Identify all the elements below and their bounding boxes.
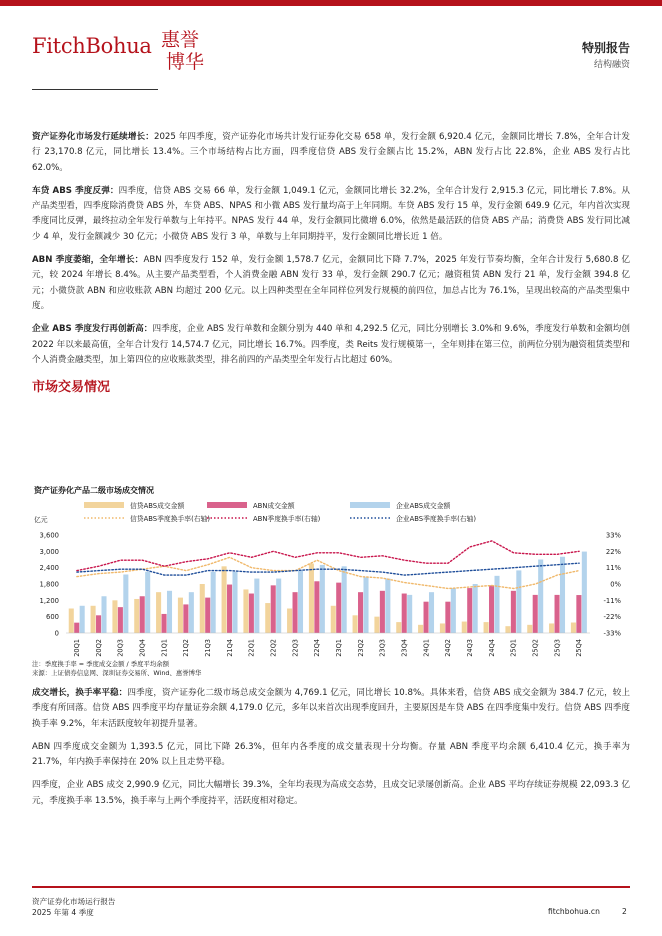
bar bbox=[123, 574, 128, 633]
bar bbox=[134, 599, 139, 633]
bar bbox=[353, 615, 358, 633]
x-tick-label: 22Q1 bbox=[247, 639, 256, 657]
bar bbox=[243, 589, 248, 633]
chart-notes bbox=[32, 660, 201, 678]
svg-text:博华: 博华 bbox=[166, 51, 205, 72]
footer-report-name: 资产证券化市场运行报告 bbox=[32, 897, 116, 906]
paragraph: 成交增长，换手率平稳：四季度，资产证券化二级市场总成交金额为 4,769.1 亿元，同比增长 10.8%。具体来看，信贷 ABS 成交金额为 384.7 亿元，较上季度有所回落。信贷 ABS 四季度平均存量证券余额 4,179.0 亿元，多年以来首次出现季度回升，主要原因是车贷 ABS 在四季度集中发行。信贷 ABS 四季度换手率 9.2%，年末活跃度较年初提升显著。 bbox=[32, 688, 630, 729]
bar bbox=[320, 565, 325, 633]
bar bbox=[445, 602, 450, 633]
bar bbox=[473, 584, 478, 633]
bar bbox=[396, 622, 401, 633]
bar bbox=[484, 622, 489, 633]
bar bbox=[407, 595, 412, 633]
bar bbox=[380, 591, 385, 633]
bar bbox=[451, 588, 456, 633]
bar bbox=[189, 592, 194, 633]
bar bbox=[69, 609, 74, 634]
top-accent-bar bbox=[0, 0, 662, 6]
y-tick-label: 0 bbox=[54, 629, 59, 638]
bar bbox=[555, 595, 560, 633]
chart-container bbox=[32, 482, 630, 660]
bar bbox=[271, 585, 276, 633]
bar bbox=[314, 581, 319, 633]
bar bbox=[74, 623, 79, 633]
report-type: 特别报告 bbox=[581, 41, 630, 55]
bar bbox=[162, 614, 167, 633]
bar bbox=[96, 615, 101, 633]
y2-tick-label: -11% bbox=[603, 596, 621, 605]
footer-website-link[interactable]: fitchbohua.cn bbox=[548, 907, 600, 916]
bar bbox=[424, 602, 429, 633]
bar bbox=[363, 577, 368, 633]
bar bbox=[183, 604, 188, 633]
y2-tick-label: -22% bbox=[603, 613, 621, 622]
x-tick-label: 25Q2 bbox=[531, 639, 540, 657]
x-tick-label: 21Q2 bbox=[182, 639, 191, 657]
bar bbox=[511, 591, 516, 633]
y2-tick-label: 0% bbox=[610, 580, 621, 589]
logo-divider bbox=[32, 89, 158, 90]
paragraph: 四季度，企业 ABS 成交 2,990.9 亿元，同比大幅增长 39.3%，全年均表现为高成交态势，且成交记录屡创新高。企业 ABS 平均存续证券规模 22,093.3 亿元，季度换手率 13.5%，换手率与上两个季度持平，活跃度相对稳定。 bbox=[32, 780, 630, 806]
bar bbox=[249, 594, 254, 633]
bar bbox=[293, 592, 298, 633]
bar bbox=[385, 579, 390, 633]
bar bbox=[402, 594, 407, 633]
bar bbox=[265, 603, 270, 633]
x-tick-label: 21Q4 bbox=[225, 639, 234, 657]
bar bbox=[232, 572, 237, 633]
x-tick-label: 23Q3 bbox=[378, 639, 387, 657]
paragraph: ABN 季度萎缩，全年增长：ABN 四季度发行 152 单，发行金额 1,578.7 亿元，金额同比下降 7.7%，2025 年发行节奏均衡，全年合计发行 5,680.8 亿元，较 2024 年增长 8.4%。从主要产品类型看，个人消费金融 ABN 发行 33 单，发行金额 290.7 亿元；融资租赁 ABN 发行 21 单，发行金额 394.8 亿元；小微贷款 ABN 和应收账款 ABN 均超过 200 亿元。以上四种类型在全年同样位列发行规模的前四位，加总占比为 76.1%，呈现出较高的产品类型集中度。 bbox=[32, 255, 631, 311]
y-tick-label: 1,800 bbox=[39, 580, 59, 589]
bar bbox=[571, 623, 576, 633]
bar bbox=[276, 579, 281, 633]
x-tick-label: 20Q4 bbox=[138, 639, 147, 657]
secondary-content bbox=[32, 686, 630, 817]
x-tick-label: 22Q3 bbox=[291, 639, 300, 657]
legend-label: ABN成交金额 bbox=[253, 502, 295, 510]
y2-tick-label: -33% bbox=[603, 629, 621, 638]
bar bbox=[101, 596, 106, 633]
x-tick-label: 24Q3 bbox=[465, 639, 474, 657]
x-tick-label: 24Q2 bbox=[444, 639, 453, 657]
section-title: 市场交易情况 bbox=[32, 380, 111, 396]
bottom-accent-bar bbox=[32, 886, 630, 888]
bar bbox=[582, 552, 587, 633]
bar bbox=[254, 579, 259, 633]
report-subtype: 结构融资 bbox=[593, 60, 630, 70]
x-tick-label: 24Q1 bbox=[422, 639, 431, 657]
bar bbox=[287, 609, 292, 634]
bar bbox=[440, 623, 445, 633]
bar bbox=[533, 595, 538, 633]
y-tick-label: 1,200 bbox=[39, 596, 59, 605]
bar bbox=[80, 606, 85, 633]
bar bbox=[118, 607, 123, 633]
bar bbox=[494, 576, 499, 633]
chart-note: 注：季度换手率 = 季度成交金额 / 季度平均余额 bbox=[32, 660, 170, 668]
bar bbox=[112, 600, 117, 633]
x-tick-label: 20Q2 bbox=[94, 639, 103, 657]
x-tick-label: 22Q2 bbox=[269, 639, 278, 657]
page-number: 2 bbox=[622, 907, 627, 916]
legend-label: ABN季度换手率(右轴) bbox=[253, 515, 321, 523]
bar bbox=[211, 572, 216, 633]
x-tick-label: 25Q4 bbox=[575, 639, 584, 657]
x-tick-label: 21Q3 bbox=[203, 639, 212, 657]
bar bbox=[331, 606, 336, 633]
y2-tick-label: 33% bbox=[605, 531, 621, 540]
bar bbox=[309, 564, 314, 633]
footer-report-info bbox=[32, 896, 116, 918]
bar bbox=[560, 557, 565, 633]
footer-period: 2025 年第 4 季度 bbox=[32, 908, 94, 917]
bar bbox=[342, 566, 347, 633]
bar bbox=[549, 623, 554, 633]
paragraph: 企业 ABS 季度发行再创新高：四季度，企业 ABS 发行单数和金额分别为 440 单和 4,292.5 亿元，同比分别增长 3.0%和 9.6%，季度发行单数和金额均创 2022 年以来最高值，全年合计发行 14,574.7 亿元，同比增长 16.7%。四季度，类 Reits 发行规模第一，全年则排在第三位，前两位分别为融资租赁类型和个人消费金融类型，加上第四位的应收账款类型，排名前四的产品类型全年发行占比超过 60%。 bbox=[32, 324, 630, 365]
bar bbox=[140, 596, 145, 633]
bar bbox=[516, 570, 521, 633]
x-tick-label: 23Q1 bbox=[334, 639, 343, 657]
y2-tick-label: 11% bbox=[605, 564, 621, 573]
x-tick-label: 20Q3 bbox=[116, 639, 125, 657]
bar bbox=[505, 626, 510, 633]
svg-text:惠誉: 惠誉 bbox=[161, 29, 200, 51]
bar bbox=[462, 622, 467, 633]
chart-svg bbox=[32, 482, 630, 660]
x-tick-label: 25Q1 bbox=[509, 639, 518, 657]
legend-label: 企业ABS成交金额 bbox=[396, 502, 451, 510]
bar bbox=[418, 625, 423, 633]
bar bbox=[178, 598, 183, 633]
y-tick-label: 2,400 bbox=[39, 564, 59, 573]
main-content bbox=[32, 130, 630, 401]
bar bbox=[576, 595, 581, 633]
legend-label: 企业ABS季度换手率(右轴) bbox=[396, 515, 476, 523]
x-tick-label: 23Q4 bbox=[400, 639, 409, 657]
paragraph: 资产证券化市场发行延续增长：2025 年四季度，资产证券化市场共计发行证券化交易 658 单，发行金额 6,920.4 亿元，金额同比增长 7.8%，全年合计发行 23,170.8 亿元，同比增长 13.4%。三个市场结构占比方面，四季度信贷 ABS 发行金额占比 15.2%，ABN 发行占比 22.8%，企业 ABS 发行占比 62.0%。 bbox=[32, 132, 630, 173]
paragraph: ABN 四季度成交金额为 1,393.5 亿元，同比下降 26.3%，但年内各季度的成交量表现十分均衡。存量 ABN 季度平均余额 6,410.4 亿元，换手率为 21.7%，年内换手率保持在 20% 以上且走势平稳。 bbox=[32, 741, 630, 768]
bar bbox=[91, 606, 96, 633]
x-tick-label: 22Q4 bbox=[313, 639, 322, 657]
bar bbox=[205, 598, 210, 633]
y-tick-label: 600 bbox=[46, 613, 59, 622]
x-tick-label: 20Q1 bbox=[72, 639, 81, 657]
logo-seal-icon bbox=[160, 26, 210, 72]
legend-swatch bbox=[350, 502, 390, 508]
left-axis-label: 亿元 bbox=[34, 516, 48, 524]
legend-label: 信贷ABS季度换手率(右轴) bbox=[130, 515, 210, 523]
x-tick-label: 21Q1 bbox=[160, 639, 169, 657]
bar bbox=[538, 560, 543, 634]
legend-label: 信贷ABS成交金额 bbox=[130, 502, 185, 510]
bar bbox=[227, 585, 232, 633]
paragraph: 车贷 ABS 季度反弹：四季度，信贷 ABS 交易 66 单，发行金额 1,049.1 亿元，金额同比增长 32.2%，全年合计发行 2,915.3 亿元，同比增长 7.8%。从产品类型看，四季度除消费贷 ABS 外，车贷 ABS、NPAS 和小微 ABS 发行量均高于上年同期。车贷 ABS 发行 15 单，发行金额 649.9 亿元，年内首次实现季度同比反弹，最终拉动全年发行单数与上年持平。NPAS 发行 44 单，发行金额同比微增 6.0%，依然是最活跃的信贷 ABS 产品；消费贷 ABS 发行同比减少 4 单，发行金额减少 30 亿元；小微贷 ABS 发行 3 单，单数与上年同期持平，发行金额同比增长近 1 倍。 bbox=[32, 185, 630, 242]
legend-swatch bbox=[207, 502, 247, 508]
bar bbox=[467, 588, 472, 633]
chart-title: 资产证券化产品二级市场成交情况 bbox=[34, 486, 154, 495]
series-line bbox=[77, 557, 579, 588]
bar bbox=[145, 572, 150, 633]
y2-tick-label: 22% bbox=[605, 547, 621, 556]
legend-swatch bbox=[84, 502, 124, 508]
bar bbox=[298, 570, 303, 633]
bar bbox=[156, 592, 161, 633]
bar bbox=[374, 617, 379, 633]
bar bbox=[358, 592, 363, 633]
x-tick-label: 23Q2 bbox=[356, 639, 365, 657]
bar bbox=[489, 585, 494, 633]
y-tick-label: 3,600 bbox=[39, 531, 59, 540]
bar bbox=[527, 625, 532, 633]
bar bbox=[167, 591, 172, 633]
x-tick-label: 25Q3 bbox=[553, 639, 562, 657]
chart-source: 来源：上证债券信息网、深圳证券交易所、Wind、惠誉博华 bbox=[32, 669, 202, 677]
x-tick-label: 24Q4 bbox=[487, 639, 496, 657]
logo: FitchBohua bbox=[32, 34, 152, 58]
bar bbox=[222, 566, 227, 633]
bar bbox=[336, 583, 341, 633]
y-tick-label: 3,000 bbox=[39, 547, 59, 556]
bar bbox=[200, 584, 205, 633]
bar bbox=[429, 592, 434, 633]
